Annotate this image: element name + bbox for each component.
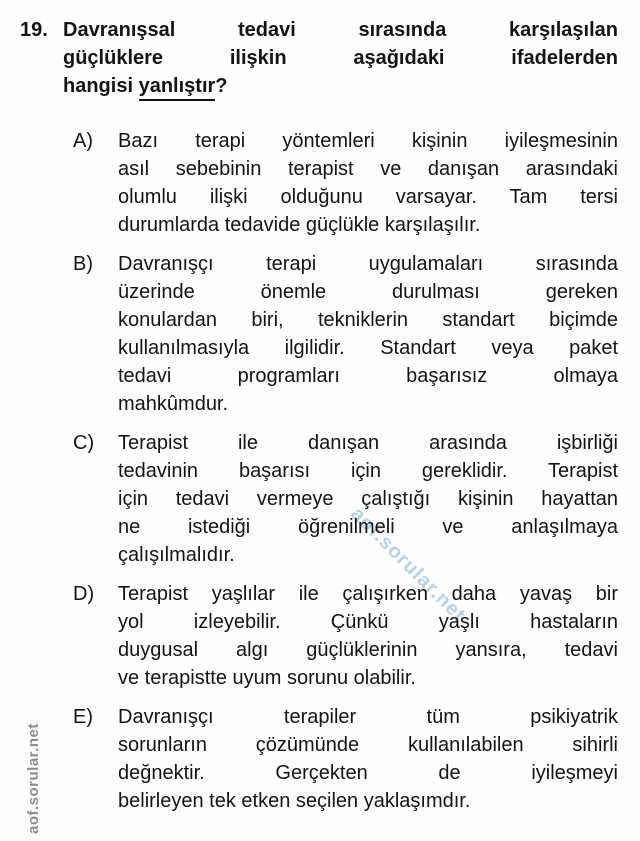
option-a (73, 127, 618, 239)
question-text (63, 16, 618, 100)
option-a-letter: A) (73, 130, 93, 152)
question-last-line-prefix: hangisi (63, 75, 139, 97)
option-c-text: Terapist ile danışan arasında işbirliği tedavinin başarısı için gereklidir. Terapist için tedavi vermeye çalıştığı kişinin hayattan ne istediği öğrenilmeli ve anlaşılmaya çalışılmalıdır. (118, 432, 618, 566)
option-e (73, 703, 618, 815)
option-b (73, 250, 618, 418)
option-a-text: Bazı terapi yöntemleri kişinin iyileşmesinin asıl sebebinin terapist ve danışan arasındaki olumlu ilişki olduğunu varsayar. Tam tersi durumlarda tedavide güçlükle karşılaşılır. (118, 130, 618, 236)
option-c-letter: C) (73, 432, 95, 454)
question-mark: ? (215, 75, 228, 97)
watermark-side: aof.sorular.net (25, 723, 42, 834)
question-last-line (63, 72, 618, 100)
options-list (73, 127, 618, 826)
question-underlined-word: yanlıştır (139, 75, 216, 101)
question-number: 19. (20, 19, 48, 41)
question-justified-lines: Davranışsal tedavi sırasında karşılaşılan güçlüklere ilişkin aşağıdaki ifadelerden (63, 19, 618, 69)
watermark-diagonal: aof.sorular.net (346, 503, 471, 627)
option-d-letter: D) (73, 583, 95, 605)
option-b-text: Davranışçı terapi uygulamaları sırasında üzerinde önemle durulması gereken konulardan biri, tekniklerin standart biçimde kullanılmasıyla ilgilidir. Standart veya paket tedavi programları başarısız olmaya mahkûmdur. (118, 253, 618, 415)
option-e-text: Davranışçı terapiler tüm psikiyatrik sorunların çözümünde kullanılabilen sihirli değnektir. Gerçekten de iyileşmeyi belirleyen tek etken seçilen yaklaşımdır. (118, 706, 618, 812)
option-d (73, 580, 618, 692)
question (20, 16, 618, 100)
option-d-text: Terapist yaşlılar ile çalışırken daha yavaş bir yol izleyebilir. Çünkü yaşlı hastaların duygusal algı güçlüklerinin yansıra, tedavi ve terapistte uyum sorunu olabilir. (118, 583, 618, 689)
option-b-letter: B) (73, 253, 93, 275)
option-e-letter: E) (73, 706, 93, 728)
option-c (73, 429, 618, 569)
